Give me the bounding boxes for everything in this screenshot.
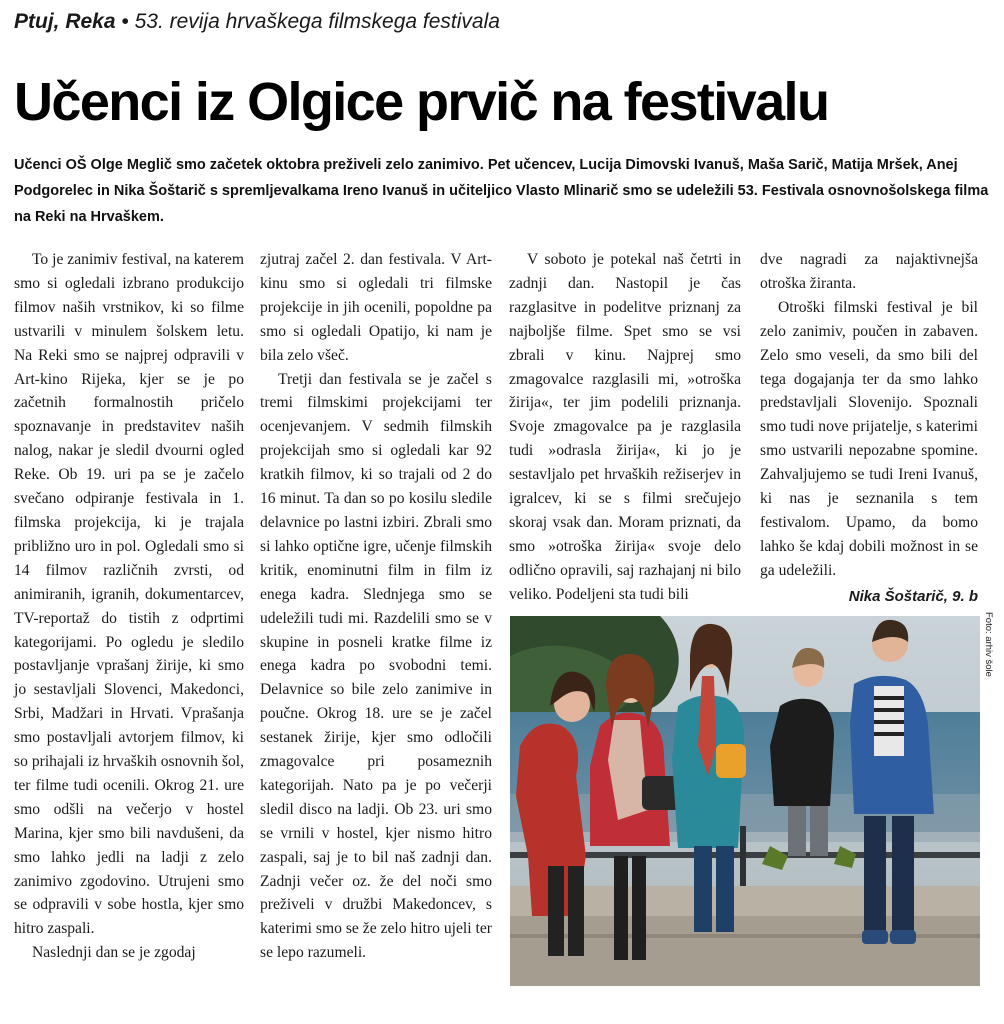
kicker-topic: 53. revija hrvaškega filmskega festivala: [134, 10, 500, 33]
author-byline: Nika Šoštarič, 9. b: [848, 587, 978, 605]
group-photo: [510, 616, 980, 986]
lead-paragraph: Učenci OŠ Olge Meglič smo začetek oktobra preživeli zelo zanimivo. Pet učencev, Lucija Dimovski Ivanuš, Maša Sarič, Matija Mršek, Anej Podgorelec in Nika Šoštarič s spremljevalkama Ireno Ivanuš in učiteljico Vlasto Mlinarič smo se udeležili 53. Festivala osnovnošolskega filma na Reki na Hrvaškem.: [14, 157, 989, 225]
kicker-bullet: •: [121, 10, 129, 33]
article-paragraph: Otroški filmski festival je bil zelo zanimiv, poučen in zabaven. Zelo smo veseli, da smo bili del tega dogajanja ter da smo lahko predstavljali Slovenijo. Spoznali smo tudi nove prijatelje, s katerimi smo ustvarili nepozabne spomine. Zahvaljujemo se tudi Ireni Ivanuš, ki nas je seznanila s tem festivalom. Upamo, da bomo lahko še kdaj dobili možnost in se ga udeležili.: [760, 298, 978, 579]
article-column-2: [260, 248, 492, 965]
group-photo-illustration: [510, 616, 980, 986]
article-paragraph: dve nagradi za najaktivnejša otroška žiranta.: [760, 251, 978, 292]
article-paragraph: To je zanimiv festival, na katerem smo si ogledali izbrano produkcijo filmov naših vrstnikov, ki so filme ustvarili v minulem šolskem letu. Na Reki smo se najprej odpravili v Art-kino Rijeka, kjer se je po začetnih formalnostih pričelo spoznavanje in predstavitev naših nalog, nakar je sledil dvourni ogled Reke. Ob 19. uri pa se je začelo svečano odpiranje festivala in 1. filmska projekcija, ki je trajala približno uro in pol. Ogledali smo si 14 filmov različnih zvrsti, od animiranih, igranih, dokumentarcev, TV-reportaž do tistih z odprtimi kategorijami. Po ogledu je sledilo postavljanje vprašanj žirije, ki smo jo sestavljali Slovenci, Makedonci, Srbi, Madžari in Hrvati. Vprašanja smo postavljali avtorjem filmov, ki so prihajali iz hrvaških osnovnih šol, ter filme tudi ocenili. Okrog 21. ure smo odšli na večerjo v hostel Marina, kjer smo bili navdušeni, da smo lahko jedli na ladji z zelo zanimivo zgodovino. Utrujeni smo se odpravili v sobe hostla, kjer smo hitro zaspali.: [14, 251, 244, 938]
article-column-1: [14, 248, 244, 965]
kicker: [14, 10, 500, 34]
article-column-4: [760, 248, 978, 609]
article-paragraph: Naslednji dan se je zgodaj: [32, 944, 196, 962]
photo-credit: [981, 612, 997, 702]
kicker-place: Ptuj, Reka: [14, 10, 116, 33]
article-paragraph: zjutraj začel 2. dan festivala. V Art-kinu smo si ogledali tri filmske projekcije in jih ocenili, popoldne pa smo si ogledali Opatijo, ki nam je bila zelo všeč.: [260, 251, 492, 364]
article-paragraph: Tretji dan festivala se je začel s tremi filmskimi projekcijami ter ocenjevanjem. V sedmih filmskih projekcijah smo si ogledali kar 92 kratkih filmov, ki so trajali od 2 do 16 minut. Ta dan so po kosilu sledile delavnice po lastni izbiri. Zbrali smo si lahko optične igre, učenje filmskih kritik, enominutni film in film iz enega kadra. Slednjega smo se udeležili tudi mi. Razdelili smo se v skupine in posneli kratke filme iz enega kadra po svobodni temi. Delavnice so bile zelo zanimive in poučne. Okrog 18. ure se je začel sestanek žirije, kjer smo odločili zmagovalce pri posameznih kategorijah. Nato pa je po večerji sledil disco na ladji. Ob 23. uri smo se vrnili v hostel, kjer nismo hitro zaspali, saj je to bil naš zadnji dan. Zadnji večer oz. že del noči smo preživeli v družbi Makedoncev, s katerimi smo se že zelo hitro ujeli ter se lepo razumeli.: [260, 370, 492, 962]
photo-credit-text: Foto: arhiv šole: [983, 612, 994, 677]
headline: Učenci iz Olgice prvič na festivalu: [14, 72, 829, 132]
article-paragraph: V soboto je potekal naš četrti in zadnji dan. Nastopil je čas razglasitve in podelitve priznanj za najboljše filme. Spet smo se vsi zbrali v kinu. Najprej smo zmagovalce razglasili mi, »otroška žirija«, ter jim podelili priznanja. Svoje zmagovalce pa je razglasila tudi »odrasla žirija«, ki jo je sestavljalo pet hrvaških režiserjev in igralcev, ki se s filmi srečujejo skoraj vsak dan. Moram priznati, da smo »otroška žirija« svoje delo odlično opravili, saj razhajanj ni bilo veliko. Podeljeni sta tudi bili: [509, 251, 741, 603]
article-column-3: [509, 248, 741, 607]
